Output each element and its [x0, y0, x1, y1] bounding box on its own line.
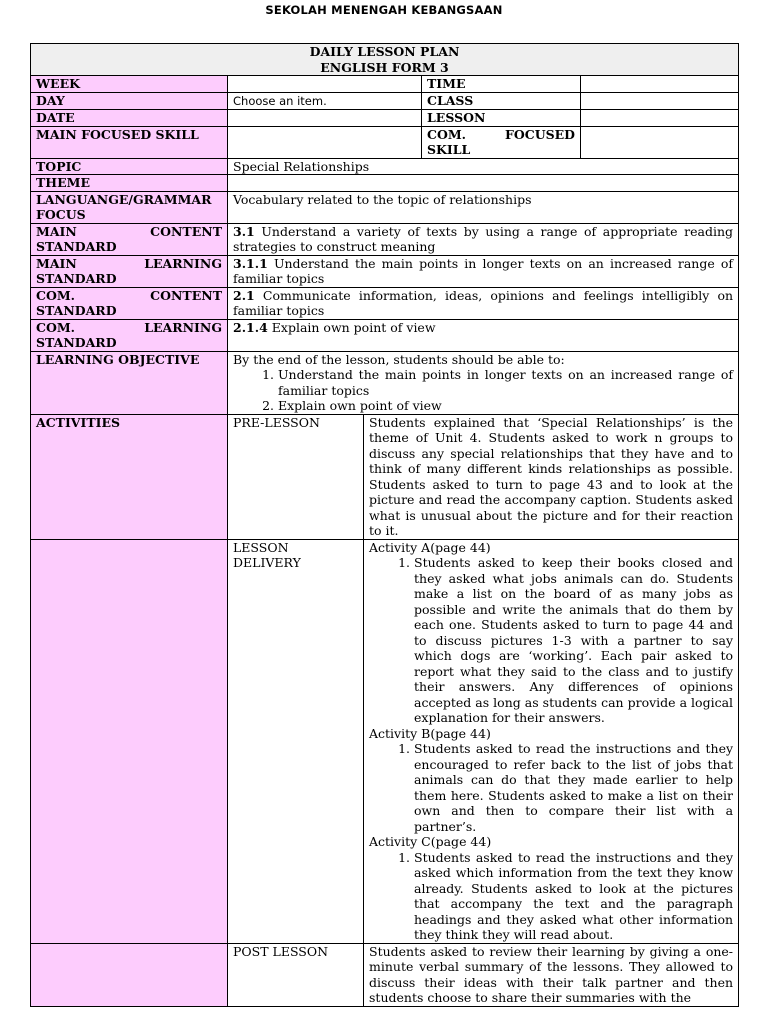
topic-row: [31, 158, 739, 175]
class-label: CLASS: [422, 92, 581, 110]
com-focused-skill-word1: COM.: [427, 126, 467, 142]
com-focused-skill-value[interactable]: [581, 126, 739, 158]
header-row: [31, 44, 739, 76]
language-focus-value: Vocabulary related to the topic of relationships: [228, 191, 739, 223]
com-learning-text: Explain own point of view: [271, 319, 436, 335]
lesson-plan-table: [30, 43, 739, 1007]
com-content-label: [31, 287, 228, 319]
objective-list: [233, 367, 733, 414]
activity-a-list: [369, 555, 733, 726]
time-label: TIME: [422, 76, 581, 93]
com-content-label-word1: COM.: [36, 287, 76, 303]
activities-label: ACTIVITIES: [31, 414, 228, 539]
activity-a-title: Activity A(page 44): [369, 539, 491, 555]
main-content-label-word1: MAIN: [36, 223, 77, 239]
main-focused-skill-label: MAIN FOCUSED SKILL: [31, 126, 228, 158]
com-learning-code: 2.1.4: [233, 319, 268, 335]
theme-value: [228, 175, 739, 192]
day-label: DAY: [31, 92, 228, 110]
learning-objective-label: LEARNING OBJECTIVE: [31, 351, 228, 414]
com-content-value: [228, 287, 739, 319]
com-content-text: Communicate information, ideas, opinions and feelings intelligibly on familiar topics: [233, 287, 734, 318]
school-name: SEKOLAH MENENGAH KEBANGSAAN: [265, 3, 503, 17]
plan-header: [31, 44, 739, 76]
post-lesson-text: Students asked to review their learning by giving a one-minute verbal summary of the lessons. They allowed to discuss their ideas with their talk partner and then students choose to share their summaries with the: [364, 943, 739, 1006]
post-lesson-row: [31, 943, 739, 1006]
lesson-delivery-label-line1: LESSON: [233, 539, 289, 555]
main-content-label-word2: CONTENT: [150, 223, 222, 239]
class-value[interactable]: [581, 92, 739, 110]
day-dropdown[interactable]: Choose an item.: [233, 93, 327, 108]
main-content-row: [31, 223, 739, 255]
activity-c-title: Activity C(page 44): [369, 834, 492, 849]
language-focus-row: [31, 191, 739, 223]
lesson-delivery-row: [31, 539, 739, 943]
com-learning-row: [31, 319, 739, 351]
main-learning-label-word3: STANDARD: [36, 271, 117, 286]
theme-label: THEME: [31, 175, 228, 192]
language-focus-label: [31, 191, 228, 223]
week-label: WEEK: [31, 76, 228, 93]
plan-title: DAILY LESSON PLAN: [309, 44, 460, 59]
activity-c-list: [369, 850, 733, 943]
language-focus-label-line2: FOCUS: [36, 207, 86, 222]
week-row: [31, 76, 739, 93]
main-content-text: Understand a variety of texts by using a range of appropriate reading strategies to construct meaning: [233, 223, 734, 254]
topic-value: Special Relationships: [228, 158, 739, 175]
activity-b-list: [369, 741, 733, 834]
com-learning-label-word1: COM.: [36, 319, 76, 335]
main-content-value: [228, 223, 739, 255]
activity-a-item: 1. Students asked to keep their books closed and they asked what jobs animals can do. Students make a list on the board of as many jobs as possible and write the animals that do them by each one. Students asked to turn to page 44 and to discuss pictures 1-3 with a partner to say which dogs are ‘working’. Each pair asked to report what they said to the class and to justify their answers. Any differences of opinions accepted as long as students can provide a logical explanation for their answers.: [414, 555, 733, 726]
com-learning-label-word2: LEARNING: [144, 319, 222, 335]
plan-subject: ENGLISH FORM 3: [320, 59, 449, 75]
main-content-code: 3.1: [233, 223, 255, 239]
lesson-delivery-label: [228, 539, 364, 943]
lesson-delivery-label-line2: DELIVERY: [233, 555, 301, 570]
com-content-label-word3: STANDARD: [36, 303, 117, 318]
pre-lesson-row: [31, 414, 739, 539]
main-content-label: [31, 223, 228, 255]
activity-b-title: Activity B(page 44): [369, 725, 491, 741]
lesson-delivery-content: [364, 539, 739, 943]
com-learning-value: [228, 319, 739, 351]
main-learning-label-word2: LEARNING: [144, 255, 222, 271]
pre-lesson-label: PRE-LESSON: [228, 414, 364, 539]
com-content-label-word2: CONTENT: [150, 287, 222, 303]
time-value[interactable]: [581, 76, 739, 93]
objective-item: 1. Understand the main points in longer texts on an increased range of familiar topics: [278, 367, 733, 398]
week-value[interactable]: [228, 76, 422, 93]
theme-row: [31, 175, 739, 192]
main-learning-label: [31, 255, 228, 287]
com-content-code: 2.1: [233, 287, 255, 303]
date-row: [31, 110, 739, 127]
main-focused-skill-value[interactable]: [228, 126, 422, 158]
day-value[interactable]: [228, 92, 422, 110]
post-lesson-label: POST LESSON: [228, 943, 364, 1006]
skill-row: [31, 126, 739, 158]
com-content-row: [31, 287, 739, 319]
activities-label-continued-2: [31, 943, 228, 1006]
main-learning-row: [31, 255, 739, 287]
com-learning-label: [31, 319, 228, 351]
learning-objective-value: [228, 351, 739, 414]
main-learning-label-word1: MAIN: [36, 255, 77, 271]
com-learning-label-word3: STANDARD: [36, 335, 117, 350]
main-content-label-word3: STANDARD: [36, 239, 117, 254]
topic-label: TOPIC: [31, 158, 228, 175]
activity-c-item: 1. Students asked to read the instructions and they asked which information from the text they know already. Students asked to look at the pictures that accompany the text and the paragraph headings and they asked what other information they think they will read about.: [414, 850, 733, 943]
main-learning-code: 3.1.1: [233, 255, 268, 271]
activity-b-item: 1. Students asked to read the instructions and they encouraged to refer back to the list of jobs that animals can do that they made earlier to help them here. Students asked to make a list on their own and then to compare their list with a partner’s.: [414, 741, 733, 834]
com-focused-skill-word3: SKILL: [427, 142, 471, 157]
date-label: DATE: [31, 110, 228, 127]
lesson-value[interactable]: [581, 110, 739, 127]
com-focused-skill-label: [422, 126, 581, 158]
main-learning-value: [228, 255, 739, 287]
main-learning-text: Understand the main points in longer texts on an increased range of familiar topics: [233, 255, 734, 286]
com-focused-skill-word2: FOCUSED: [504, 126, 575, 142]
objective-row: [31, 351, 739, 414]
pre-lesson-text: Students explained that ‘Special Relationships’ is the theme of Unit 4. Students asked to work n groups to discuss any special relationships that they have and to think of many different kinds relationships as possible. Students asked to turn to page 43 and to look at the picture and read the accompany caption. Students asked what is unusual about the picture and for their reaction to it.: [364, 414, 739, 539]
activities-label-continued: [31, 539, 228, 943]
language-focus-label-line1: LANGUANGE/GRAMMAR: [36, 191, 212, 207]
day-row: [31, 92, 739, 110]
date-value[interactable]: [228, 110, 422, 127]
objective-item: 2. Explain own point of view: [278, 398, 733, 414]
lesson-label: LESSON: [422, 110, 581, 127]
objective-intro: By the end of the lesson, students should be able to:: [233, 351, 565, 367]
